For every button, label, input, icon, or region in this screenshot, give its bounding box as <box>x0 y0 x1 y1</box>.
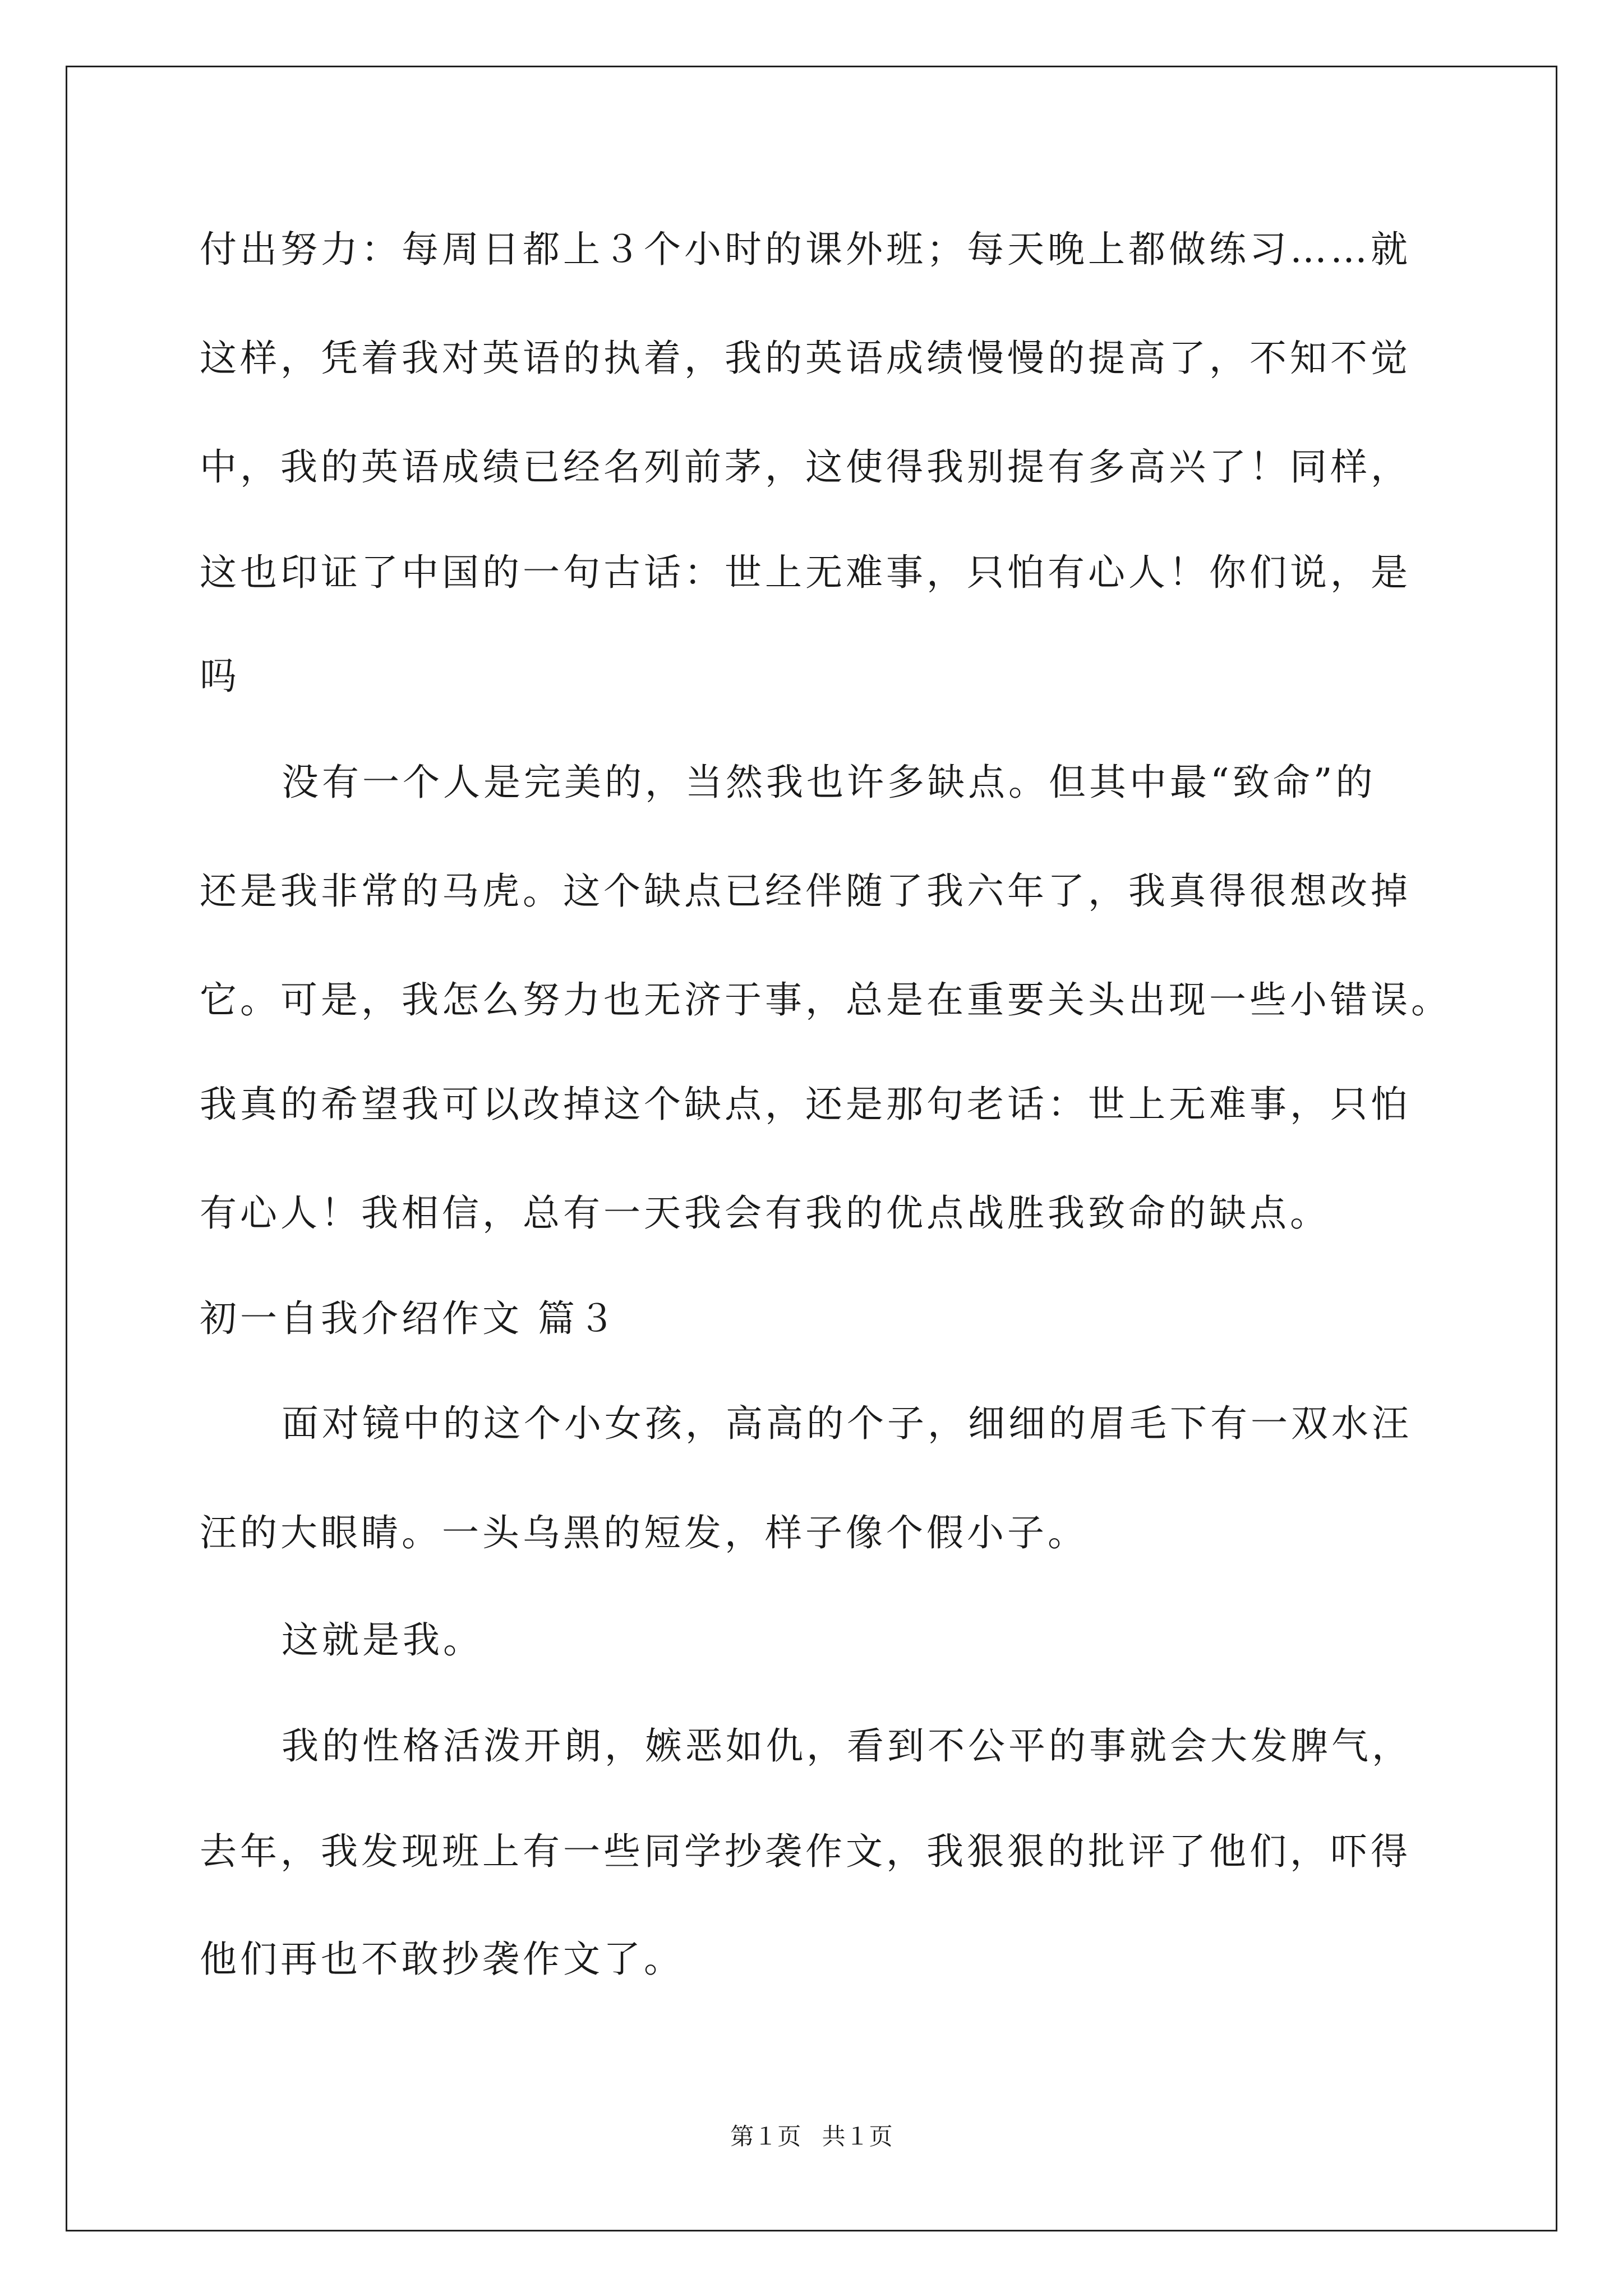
text-line: 有心人！我相信，总有一天我会有我的优点战胜我致命的缺点。 <box>200 1191 1330 1235</box>
page-number: 第１页 <box>730 2123 801 2150</box>
page-footer <box>0 2125 1623 2148</box>
text-line: 它。可是，我怎么努力也无济于事，总是在重要关头出现一些小错误。 <box>200 978 1451 1022</box>
text-line: 汪的大眼睛。一头乌黑的短发，样子像个假小子。 <box>200 1511 1088 1554</box>
text-line: 付出努力：每周日都上３个小时的课外班；每天晚上都做练习……就 <box>200 228 1411 271</box>
text-line: 还是我非常的马虎。这个缺点已经伴随了我六年了，我真得很想改掉 <box>200 869 1411 913</box>
text-line: 这样，凭着我对英语的执着，我的英语成绩慢慢的提高了，不知不觉 <box>200 337 1411 380</box>
paragraph-first-line: 没有一个人是完美的，当然我也许多缺点。但其中最“致命”的 <box>282 761 1376 804</box>
paragraph-first-line: 面对镜中的这个小女孩，高高的个子，细细的眉毛下有一双水汪 <box>282 1402 1412 1445</box>
text-line: 吗 <box>200 655 240 698</box>
paragraph-first-line: 我的性格活泼开朗，嫉恶如仇，看到不公平的事就会大发脾气， <box>282 1724 1412 1768</box>
section-heading: 初一自我介绍作文 篇３ <box>200 1297 619 1340</box>
text-line: 这也印证了中国的一句古话：世上无难事，只怕有心人！你们说，是 <box>200 551 1411 594</box>
text-line: 中，我的英语成绩已经名列前茅，这使得我别提有多高兴了！同样， <box>200 445 1411 489</box>
page-border <box>66 66 1557 2231</box>
text-line: 他们再也不敢抄袭作文了。 <box>200 1938 684 1981</box>
text-line: 我真的希望我可以改掉这个缺点，还是那句老话：世上无难事，只怕 <box>200 1083 1411 1126</box>
paragraph-first-line: 这就是我。 <box>282 1618 483 1662</box>
text-line: 去年，我发现班上有一些同学抄袭作文，我狠狠的批评了他们，吓得 <box>200 1830 1411 1873</box>
page-total: 共１页 <box>822 2123 893 2150</box>
